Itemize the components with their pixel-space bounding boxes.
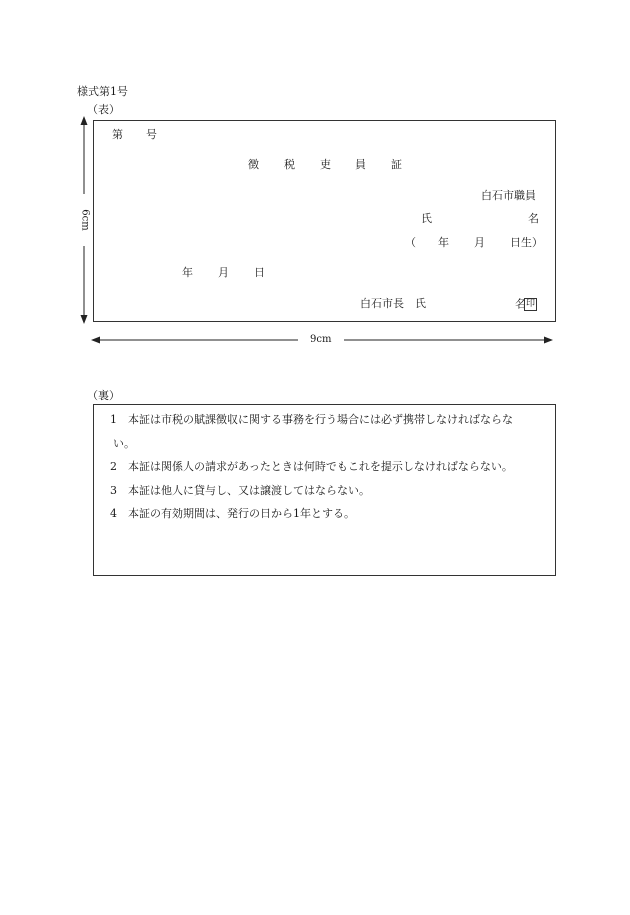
issue-year: 年 [182,266,193,279]
birth-month: 月 [474,236,485,249]
certificate-number-prefix: 第 [112,128,123,141]
back-item-3 [110,485,370,496]
back-item-number: 2 [110,460,117,473]
height-arrow-head-up [81,116,88,125]
back-item-number: 4 [110,507,117,520]
issuer: 白石市長 氏 [360,297,426,310]
height-arrow-head-down [81,315,88,324]
back-item-1-continuation: い。 [113,437,135,450]
back-item-number: 1 [110,413,117,426]
birth-year: 年 [438,236,449,249]
seal-mark: 印 [525,299,535,309]
title-char-3: 吏 [320,158,331,171]
certificate-number-suffix: 号 [146,128,157,141]
name-label-right: 名 [528,212,539,225]
width-arrow-head-left [91,337,100,344]
form-number-label: 様式第1号 [77,85,128,98]
birth-open-paren: （ [405,236,416,249]
back-item-number: 3 [110,484,117,497]
name-label-left: 氏 [421,212,432,225]
title-char-5: 証 [391,158,402,171]
birth-day-close: 日生） [510,236,543,249]
height-dimension-label: 6cm [79,209,91,231]
issuer-name-suffix-text: 名 [515,297,526,311]
title-char-2: 税 [284,158,295,171]
back-item-text: 本証は関係人の請求があったときは何時でもこれを提示しなければならない。 [128,460,513,473]
affiliation: 白石市職員 [481,189,536,202]
back-item-4 [110,508,355,519]
back-item-2 [110,461,513,472]
title-char-1: 徴 [248,158,259,171]
back-item-text: 本証は他人に貸与し、又は譲渡してはならない。 [128,484,370,497]
back-side-label: （裏） [87,389,120,402]
issue-month: 月 [218,266,229,279]
front-card [93,120,556,322]
back-item-1 [110,414,513,425]
issuer-name-suffix [515,298,537,311]
width-dimension-label: 9cm [310,334,332,345]
issue-day: 日 [254,266,265,279]
front-side-label: （表） [87,103,120,116]
width-arrow-head-right [544,337,553,344]
back-item-text: 本証は市税の賦課徴収に関する事務を行う場合には必ず携帯しなければならな [128,413,513,426]
title-char-4: 員 [355,158,366,171]
back-item-text: 本証の有効期間は、発行の日から1年とする。 [128,507,355,520]
